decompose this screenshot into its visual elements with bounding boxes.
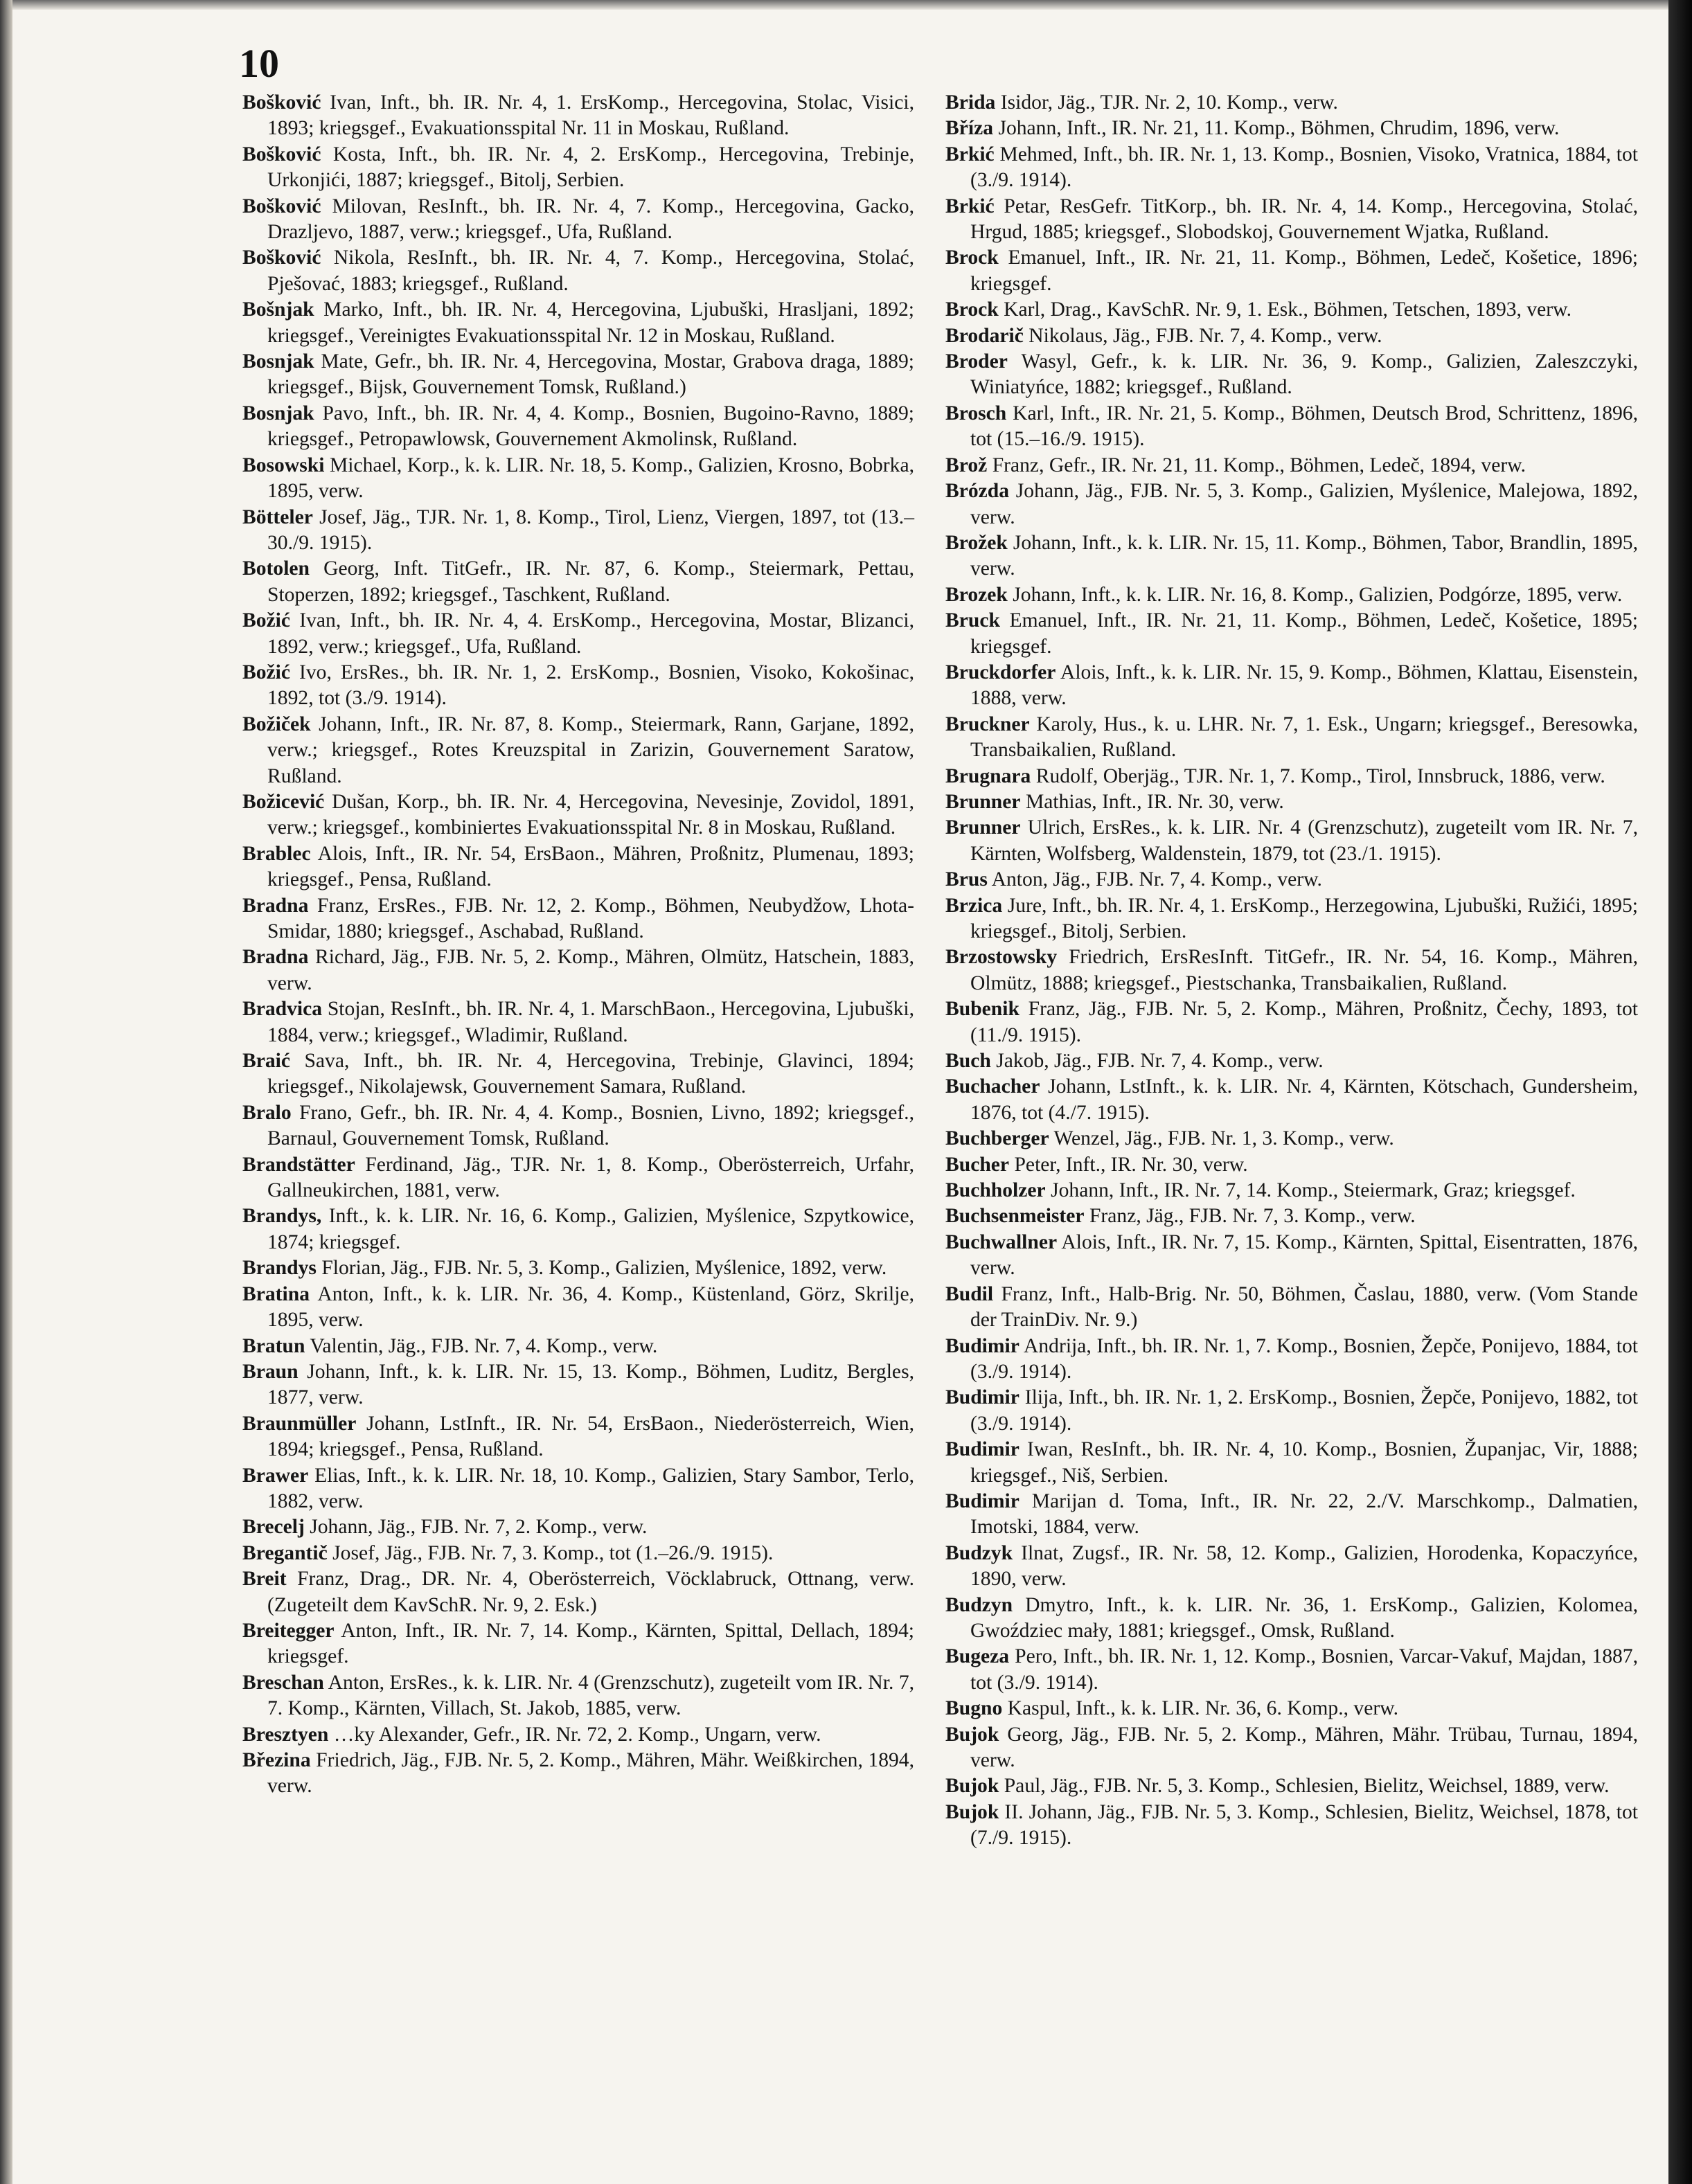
entry-details: Anton, Jäg., FJB. Nr. 7, 4. Komp., verw. [991,868,1322,891]
register-entry [242,841,914,893]
entry-details: Alois, Inft., k. k. LIR. Nr. 15, 9. Komp., Böhmen, Klattau, Eisenstein, 1888, verw. [970,661,1638,710]
register-entry [945,1489,1638,1541]
entry-details: Ivan, Inft., bh. IR. Nr. 4, 1. ErsKomp., Hercegovina, Stolac, Visici, 1893; kriegsgef., Evakuationsspital Nr. 11 in Moskau, Rußland. [267,91,914,140]
entry-details: Johann, Inft., IR. Nr. 7, 14. Komp., Steiermark, Graz; kriegsgef. [1051,1179,1576,1202]
entry-details: Georg, Inft. TitGefr., IR. Nr. 87, 6. Komp., Steiermark, Pettau, Stoperzen, 1892; kriegsgef., Taschkent, Rußland. [267,557,914,606]
entry-surname: Buchsenmeister [945,1205,1085,1228]
entry-details: Johann, Inft., IR. Nr. 87, 8. Komp., Steiermark, Rann, Garjane, 1892, verw.; kriegsgef., Rotes Kreuzspital in Zarizin, Gouvernement Saratow, Rußland. [267,713,914,787]
entry-surname: Budimir [945,1489,1019,1512]
entry-surname: Budimir [945,1334,1019,1357]
entry-details: Wenzel, Jäg., FJB. Nr. 1, 3. Komp., verw. [1053,1127,1394,1150]
entry-details: Karl, Drag., KavSchR. Nr. 9, 1. Esk., Böhmen, Tetschen, 1893, verw. [1004,298,1571,321]
register-entry [945,349,1638,401]
entry-surname: Breitegger [242,1619,335,1642]
entry-details: Nikola, ResInft., bh. IR. Nr. 4, 7. Komp., Hercegovina, Stolać, Pješovać, 1883; kriegsgef., Rußland. [267,247,914,295]
entry-details: …ky Alexander, Gefr., IR. Nr. 72, 2. Komp., Ungarn, verw. [333,1723,821,1746]
entry-surname: Bugno [945,1697,1003,1720]
entry-surname: Bosnjak [242,350,314,373]
entry-details: Mate, Gefr., bh. IR. Nr. 4, Hercegovina, Mostar, Grabova draga, 1889; kriegsgef., Bijsk, Gouvernement Tomsk, Rußland.) [267,350,914,399]
entry-details: Michael, Korp., k. k. LIR. Nr. 18, 5. Komp., Galizien, Krosno, Bobrka, 1895, verw. [267,454,914,503]
entry-surname: Brunner [945,790,1021,813]
register-entry [242,1048,914,1100]
register-entry [945,1541,1638,1593]
entry-details: Mehmed, Inft., bh. IR. Nr. 1, 13. Komp., Bosnien, Visoko, Vratnica, 1884, tot (3./9. 1914). [970,143,1638,192]
entry-details: Franz, Jäg., FJB. Nr. 5, 2. Komp., Mähren, Proßnitz, Čechy, 1893, tot (11./9. 1915). [970,998,1638,1046]
entry-surname: Brandys [242,1257,317,1280]
entry-details: Wasyl, Gefr., k. k. LIR. Nr. 36, 9. Komp., Galizien, Zaleszczyki, Winiatyńce, 1882; kriegsgef., Rußland. [970,350,1638,399]
entry-details: Dmytro, Inft., k. k. LIR. Nr. 36, 1. ErsKomp., Galizien, Kolomea, Gwoździec mały, 1881; kriegsgef., Omsk, Rußland. [970,1593,1638,1642]
entry-surname: Bratun [242,1334,305,1357]
entry-surname: Brablec [242,842,311,865]
entry-details: Milovan, ResInft., bh. IR. Nr. 4, 7. Komp., Hercegovina, Gacko, Drazljevo, 1887, verw.; kriegsgef., Ufa, Rußland. [267,195,914,244]
entry-details: Ilnat, Zugsf., IR. Nr. 58, 12. Komp., Galizien, Horodenka, Kopaczyńce, 1890, verw. [970,1541,1638,1591]
register-entry [242,556,914,608]
register-entry [242,142,914,194]
entry-details: Frano, Gefr., bh. IR. Nr. 4, 4. Komp., Bosnien, Livno, 1892; kriegsgef., Barnaul, Gouvernement Tomsk, Rußland. [267,1101,914,1150]
entry-surname: Bratina [242,1282,310,1305]
register-entry [945,789,1638,815]
entry-details: Ulrich, ErsRes., k. k. LIR. Nr. 4 (Grenzschutz), zugeteilt vom IR. Nr. 7, Kärnten, Wolfsberg, Waldenstein, 1879, tot (23./1. 1915). [970,816,1638,865]
entry-details: Jure, Inft., bh. IR. Nr. 4, 1. ErsKomp., Herzegowina, Ljubuški, Ružići, 1895; kriegsgef., Bitolj, Serbien. [970,894,1638,942]
entry-details: Franz, Drag., DR. Nr. 4, Oberösterreich, Vöcklabruck, Ottnang, verw. (Zugeteilt dem KavSchR. Nr. 9, 2. Esk.) [267,1568,914,1616]
entry-details: Anton, Inft., IR. Nr. 7, 14. Komp., Kärnten, Spittal, Dellach, 1894; kriegsgef. [267,1619,914,1668]
entry-surname: Bucher [945,1153,1010,1176]
entry-details: Ivo, ErsRes., bh. IR. Nr. 1, 2. ErsKomp., Bosnien, Visoko, Kokošinac, 1892, tot (3./9. 1914). [267,661,914,710]
entry-details: Pavo, Inft., bh. IR. Nr. 4, 4. Komp., Bosnien, Bugoino-Ravno, 1889; kriegsgef., Petropawlowsk, Gouvernement Akmolinsk, Rußland. [267,402,914,451]
entry-surname: Brosch [945,402,1007,424]
entry-surname: Březina [242,1749,311,1771]
register-entry [242,608,914,660]
register-entry [242,1670,914,1722]
register-entry [242,297,914,349]
entry-details: Ilija, Inft., bh. IR. Nr. 1, 2. ErsKomp., Bosnien, Žepče, Ponijevo, 1882, tot (3./9. 1914). [970,1386,1638,1435]
entry-details: Petar, ResGefr. TitKorp., bh. IR. Nr. 4, 14. Komp., Hercegovina, Stolać, Hrgud, 1885; kriegsgef., Slobodskoj, Gouvernement Wjatka, Rußland. [970,195,1639,244]
entry-details: Johann, LstInft., IR. Nr. 54, ErsBaon., Niederösterreich, Wien, 1894; kriegsgef., Pensa, Rußland. [267,1412,914,1461]
entry-surname: Bradvica [242,998,323,1021]
scan-right-edge [1668,0,1692,2184]
entry-surname: Bosowski [242,454,325,476]
register-entry [945,323,1638,349]
entry-details: Anton, ErsRes., k. k. LIR. Nr. 4 (Grenzschutz), zugeteilt vom IR. Nr. 7, 7. Komp., Kärnten, Villach, St. Jakob, 1885, verw. [267,1671,915,1720]
entry-surname: Bresztyen [242,1723,329,1746]
register-entry [945,815,1638,867]
entry-details: Johann, Inft., k. k. LIR. Nr. 15, 13. Komp., Böhmen, Luditz, Bergles, 1877, verw. [267,1360,914,1409]
entry-details: Emanuel, Inft., IR. Nr. 21, 11. Komp., Böhmen, Ledeč, Košetice, 1895; kriegsgef. [970,609,1638,658]
register-entry [945,1800,1638,1852]
register-entry [945,1773,1638,1799]
entry-surname: Bruck [945,609,1000,632]
entry-surname: Bruckdorfer [945,661,1056,683]
register-entry [945,1334,1638,1386]
register-entry [945,1644,1638,1696]
entry-surname: Budzyk [945,1541,1013,1564]
entry-surname: Buchholzer [945,1179,1046,1202]
register-entry [242,1203,914,1255]
entry-details: Franz, Gefr., IR. Nr. 21, 11. Komp., Böhmen, Ledeč, 1894, verw. [992,454,1526,476]
register-entry [945,893,1638,945]
register-entry [945,764,1638,789]
register-entry [242,945,914,996]
entry-surname: Budimir [945,1438,1019,1461]
register-entry [242,1722,914,1748]
entry-surname: Budzyn [945,1593,1013,1616]
entry-surname: Brandys, [242,1205,322,1228]
register-entry [242,1334,914,1359]
register-entry [242,505,914,557]
register-entry [945,297,1638,323]
register-entry [242,349,914,401]
entry-details: Johann, Inft., IR. Nr. 21, 11. Komp., Böhmen, Chrudim, 1896, verw. [998,117,1560,140]
entry-surname: Budil [945,1282,994,1305]
entry-surname: Bradna [242,894,309,917]
register-entry [945,660,1638,712]
register-entry [945,608,1638,660]
register-entry [242,1541,914,1566]
register-entry [242,90,914,142]
entry-details: Jakob, Jäg., FJB. Nr. 7, 4. Komp., verw. [996,1050,1324,1073]
entry-surname: Božiček [242,713,311,735]
entry-details: Karl, Inft., IR. Nr. 21, 5. Komp., Böhmen, Deutsch Brod, Schrittenz, 1896, tot (15.–16./9. 1915). [970,402,1638,451]
entry-details: Kosta, Inft., bh. IR. Nr. 4, 2. ErsKomp., Hercegovina, Trebinje, Urkonjići, 1887; kriegsgef., Bitolj, Serbien. [267,143,914,192]
entry-surname: Brida [945,91,996,114]
register-entry [945,1722,1638,1774]
entry-details: Sava, Inft., bh. IR. Nr. 4, Hercegovina, Trebinje, Glavinci, 1894; kriegsgef., Nikolajewsk, Gouvernement Samara, Rußland. [267,1050,914,1098]
entry-surname: Božicević [242,790,325,813]
entry-surname: Bujok [945,1775,999,1798]
register-entry [242,1618,914,1670]
entry-details: Friedrich, ErsResInft. TitGefr., IR. Nr. 54, 16. Komp., Mähren, Olmütz, 1888; kriegsgef., Piestschanka, Transbaikalien, Rußland. [970,946,1638,994]
entry-surname: Braić [242,1050,291,1073]
entry-surname: Božić [242,661,291,683]
entry-details: Franz, ErsRes., FJB. Nr. 12, 2. Komp., Böhmen, Neubydžow, Lhota-Smidar, 1880; kriegsgef., Aschabad, Rußland. [267,894,914,942]
register-entry [945,245,1638,297]
register-entry [242,245,914,297]
entry-surname: Brugnara [945,764,1031,787]
entry-surname: Bradna [242,946,309,969]
entry-surname: Buchwallner [945,1230,1058,1253]
entry-details: Karoly, Hus., k. u. LHR. Nr. 7, 1. Esk., Ungarn; kriegsgef., Beresowka, Transbaikalien, Rußland. [970,713,1639,762]
register-entry [945,1696,1638,1721]
entry-surname: Bošković [242,143,321,165]
entry-details: Georg, Jäg., FJB. Nr. 5, 2. Komp., Mähren, Mähr. Trübau, Turnau, 1894, verw. [970,1723,1638,1771]
register-entry [945,1230,1638,1282]
entry-details: Paul, Jäg., FJB. Nr. 5, 3. Komp., Schlesien, Bielitz, Weichsel, 1889, verw. [1004,1775,1610,1798]
entry-surname: Bötteler [242,505,313,528]
entry-details: Marko, Inft., bh. IR. Nr. 4, Hercegovina, Ljubuški, Hrasljani, 1892; kriegsgef., Vereinigtes Evakuationsspital Nr. 12 in Moskau, Rußland. [267,298,914,347]
entry-details: II. Johann, Jäg., FJB. Nr. 5, 3. Komp., Schlesien, Bielitz, Weichsel, 1878, tot (7./9. 1915). [970,1800,1638,1850]
entry-surname: Bošković [242,195,321,217]
entry-details: Rudolf, Oberjäg., TJR. Nr. 1, 7. Komp., Tirol, Innsbruck, 1886, verw. [1035,764,1605,787]
entry-details: Anton, Inft., k. k. LIR. Nr. 36, 4. Komp., Küstenland, Görz, Skrilje, 1895, verw. [267,1282,914,1332]
register-entry [945,1152,1638,1178]
entry-surname: Brkić [945,143,995,165]
entry-surname: Bubenik [945,998,1019,1021]
entry-surname: Bregantič [242,1541,328,1564]
register-entry [242,1100,914,1152]
register-entry [242,401,914,453]
register-entry [242,1463,914,1515]
register-entry [945,1437,1638,1489]
entry-details: Josef, Jäg., TJR. Nr. 1, 8. Komp., Tirol, Lienz, Viergen, 1897, tot (13.–30./9. 1915). [267,505,914,554]
entry-surname: Brzica [945,894,1003,917]
entry-details: Alois, Inft., IR. Nr. 7, 15. Komp., Kärnten, Spittal, Eisentratten, 1876, verw. [970,1230,1639,1280]
entry-surname: Brkić [945,195,995,217]
register-entry [242,453,914,505]
register-entry [945,142,1638,194]
register-entry [945,1074,1638,1126]
entry-details: Ivan, Inft., bh. IR. Nr. 4, 4. ErsKomp., Hercegovina, Mostar, Blizanci, 1892, verw.; kriegsgef., Ufa, Rußland. [267,609,914,658]
entry-details: Josef, Jäg., FJB. Nr. 7, 3. Komp., tot (1.–26./9. 1915). [332,1541,774,1564]
register-entry [242,1152,914,1204]
entry-surname: Bujok [945,1723,999,1746]
entry-details: Franz, Inft., Halb-Brig. Nr. 50, Böhmen, Časlau, 1880, verw. (Vom Stande der TrainDiv. Nr. 9.) [970,1282,1638,1332]
register-entry [242,712,914,789]
entry-details: Franz, Jäg., FJB. Nr. 7, 3. Komp., verw. [1089,1205,1416,1228]
entry-surname: Bruckner [945,713,1030,735]
register-entry [242,1411,914,1463]
register-entry [242,660,914,712]
register-entry [945,1126,1638,1152]
entry-details: Johann, Inft., k. k. LIR. Nr. 16, 8. Komp., Galizien, Podgórze, 1895, verw. [1013,583,1623,606]
entry-surname: Brozek [945,583,1008,606]
entry-surname: Breit [242,1568,287,1591]
entry-details: Nikolaus, Jäg., FJB. Nr. 7, 4. Komp., verw. [1028,324,1382,347]
register-entry [945,1178,1638,1203]
register-entry [242,893,914,945]
entry-surname: Breschan [242,1671,324,1694]
entry-surname: Bošnjak [242,298,314,321]
register-entry [945,582,1638,608]
entry-surname: Brus [945,868,988,891]
register-entry [945,116,1638,141]
entry-surname: Broder [945,350,1008,373]
entry-surname: Braun [242,1360,299,1383]
register-entry [242,1566,914,1618]
entry-surname: Bralo [242,1101,292,1124]
entry-details: Mathias, Inft., IR. Nr. 30, verw. [1025,790,1284,813]
register-entry [242,1255,914,1281]
register-entry [945,1203,1638,1229]
entry-details: Valentin, Jäg., FJB. Nr. 7, 4. Komp., verw. [310,1334,658,1357]
entry-details: Friedrich, Jäg., FJB. Nr. 5, 2. Komp., Mähren, Mähr. Weißkirchen, 1894, verw. [267,1749,914,1798]
entry-details: Alois, Inft., IR. Nr. 54, ErsBaon., Mähren, Proßnitz, Plumenau, 1893; kriegsgef., Pensa, Rußland. [267,842,914,891]
register-entry [242,1359,914,1411]
register-entry [945,1282,1638,1334]
entry-details: Peter, Inft., IR. Nr. 30, verw. [1014,1153,1248,1176]
entry-surname: Brock [945,247,999,269]
register-entry [242,1282,914,1334]
left-column [242,90,914,1800]
register-entry [945,996,1638,1048]
entry-surname: Buch [945,1050,991,1073]
scan-top-edge [0,0,1692,10]
page-number: 10 [239,41,279,86]
entry-surname: Brock [945,298,999,321]
register-entry [242,789,914,841]
register-entry [945,401,1638,453]
entry-details: Johann, LstInft., k. k. LIR. Nr. 4, Kärnten, Kötschach, Gundersheim, 1876, tot (4./7. 1915). [970,1075,1639,1124]
register-entry [945,453,1638,478]
entry-details: Iwan, ResInft., bh. IR. Nr. 4, 10. Komp., Bosnien, Županjac, Vir, 1888; kriegsgef., Niš, Serbien. [970,1438,1638,1487]
register-entry [242,996,914,1048]
entry-details: Elias, Inft., k. k. LIR. Nr. 18, 10. Komp., Galizien, Stary Sambor, Terlo, 1882, verw. [267,1464,914,1512]
entry-surname: Brecelj [242,1516,305,1539]
entry-surname: Botolen [242,557,310,580]
entry-details: Marijan d. Toma, Inft., IR. Nr. 22, 2./V. Marschkomp., Dalmatien, Imotski, 1884, verw. [970,1489,1638,1539]
entry-surname: Bříza [945,117,994,140]
entry-surname: Bosnjak [242,402,314,424]
entry-surname: Božić [242,609,291,632]
entry-surname: Brož [945,454,988,476]
entry-surname: Brožek [945,531,1008,554]
register-entry [945,530,1638,582]
entry-details: Kaspul, Inft., k. k. LIR. Nr. 36, 6. Komp., verw. [1007,1697,1399,1720]
register-entry [945,478,1638,530]
entry-details: Florian, Jäg., FJB. Nr. 5, 3. Komp., Galizien, Myślenice, 1892, verw. [321,1257,887,1280]
entry-details: Ferdinand, Jäg., TJR. Nr. 1, 8. Komp., Oberösterreich, Urfahr, Gallneukirchen, 1881, verw. [267,1153,915,1202]
entry-surname: Braunmüller [242,1412,357,1435]
entry-details: Inft., k. k. LIR. Nr. 16, 6. Komp., Galizien, Myślenice, Szpytkowice, 1874; kriegsgef. [267,1205,914,1253]
entry-surname: Buchberger [945,1127,1049,1150]
register-entry [242,1748,914,1800]
entry-details: Pero, Inft., bh. IR. Nr. 1, 12. Komp., Bosnien, Varcar-Vakuf, Majdan, 1887, tot (3./9. 1914). [970,1645,1638,1694]
entry-details: Isidor, Jäg., TJR. Nr. 2, 10. Komp., verw. [1000,91,1338,114]
register-entry [945,90,1638,116]
entry-details: Dušan, Korp., bh. IR. Nr. 4, Hercegovina, Nevesinje, Zovidol, 1891, verw.; kriegsgef., kombiniertes Evakuationsspital Nr. 8 in Moskau, Rußland. [267,790,915,839]
entry-details: Emanuel, Inft., IR. Nr. 21, 11. Komp., Böhmen, Ledeč, Košetice, 1896; kriegsgef. [970,247,1638,295]
entry-surname: Brunner [945,816,1021,839]
register-entry [945,194,1638,246]
entry-details: Johann, Jäg., FJB. Nr. 7, 2. Komp., verw. [310,1516,648,1539]
entry-surname: Bugeza [945,1645,1010,1668]
entry-surname: Budimir [945,1386,1019,1409]
entry-surname: Brodarič [945,324,1024,347]
register-entry [945,867,1638,893]
entry-surname: Bujok [945,1800,999,1823]
entry-details: Richard, Jäg., FJB. Nr. 5, 2. Komp., Mähren, Olmütz, Hatschein, 1883, verw. [267,946,915,994]
register-entry [945,1048,1638,1074]
entry-surname: Buchacher [945,1075,1040,1098]
entry-surname: Brandstätter [242,1153,355,1176]
register-entry [945,1593,1638,1645]
entry-surname: Bošković [242,247,321,269]
scan-left-edge [0,0,12,2184]
register-entry [945,1385,1638,1437]
entry-details: Johann, Inft., k. k. LIR. Nr. 15, 11. Komp., Böhmen, Tabor, Brandlin, 1895, verw. [970,531,1638,580]
entry-details: Andrija, Inft., bh. IR. Nr. 1, 7. Komp., Bosnien, Žepče, Ponijevo, 1884, tot (3./9. 1914). [970,1334,1638,1383]
entry-details: Stojan, ResInft., bh. IR. Nr. 4, 1. MarschBaon., Hercegovina, Ljubuški, 1884, verw.; kriegsgef., Wladimir, Rußland. [267,998,914,1046]
register-entry [945,945,1638,996]
entry-details: Johann, Jäg., FJB. Nr. 5, 3. Komp., Galizien, Myślenice, Malejowa, 1892, verw. [970,480,1638,528]
register-entry [945,712,1638,764]
entry-surname: Bošković [242,91,321,114]
entry-surname: Brózda [945,480,1010,503]
right-column [945,90,1638,1852]
entry-surname: Brzostowsky [945,946,1058,969]
entry-surname: Brawer [242,1464,309,1487]
register-entry [242,194,914,246]
register-entry [242,1514,914,1540]
